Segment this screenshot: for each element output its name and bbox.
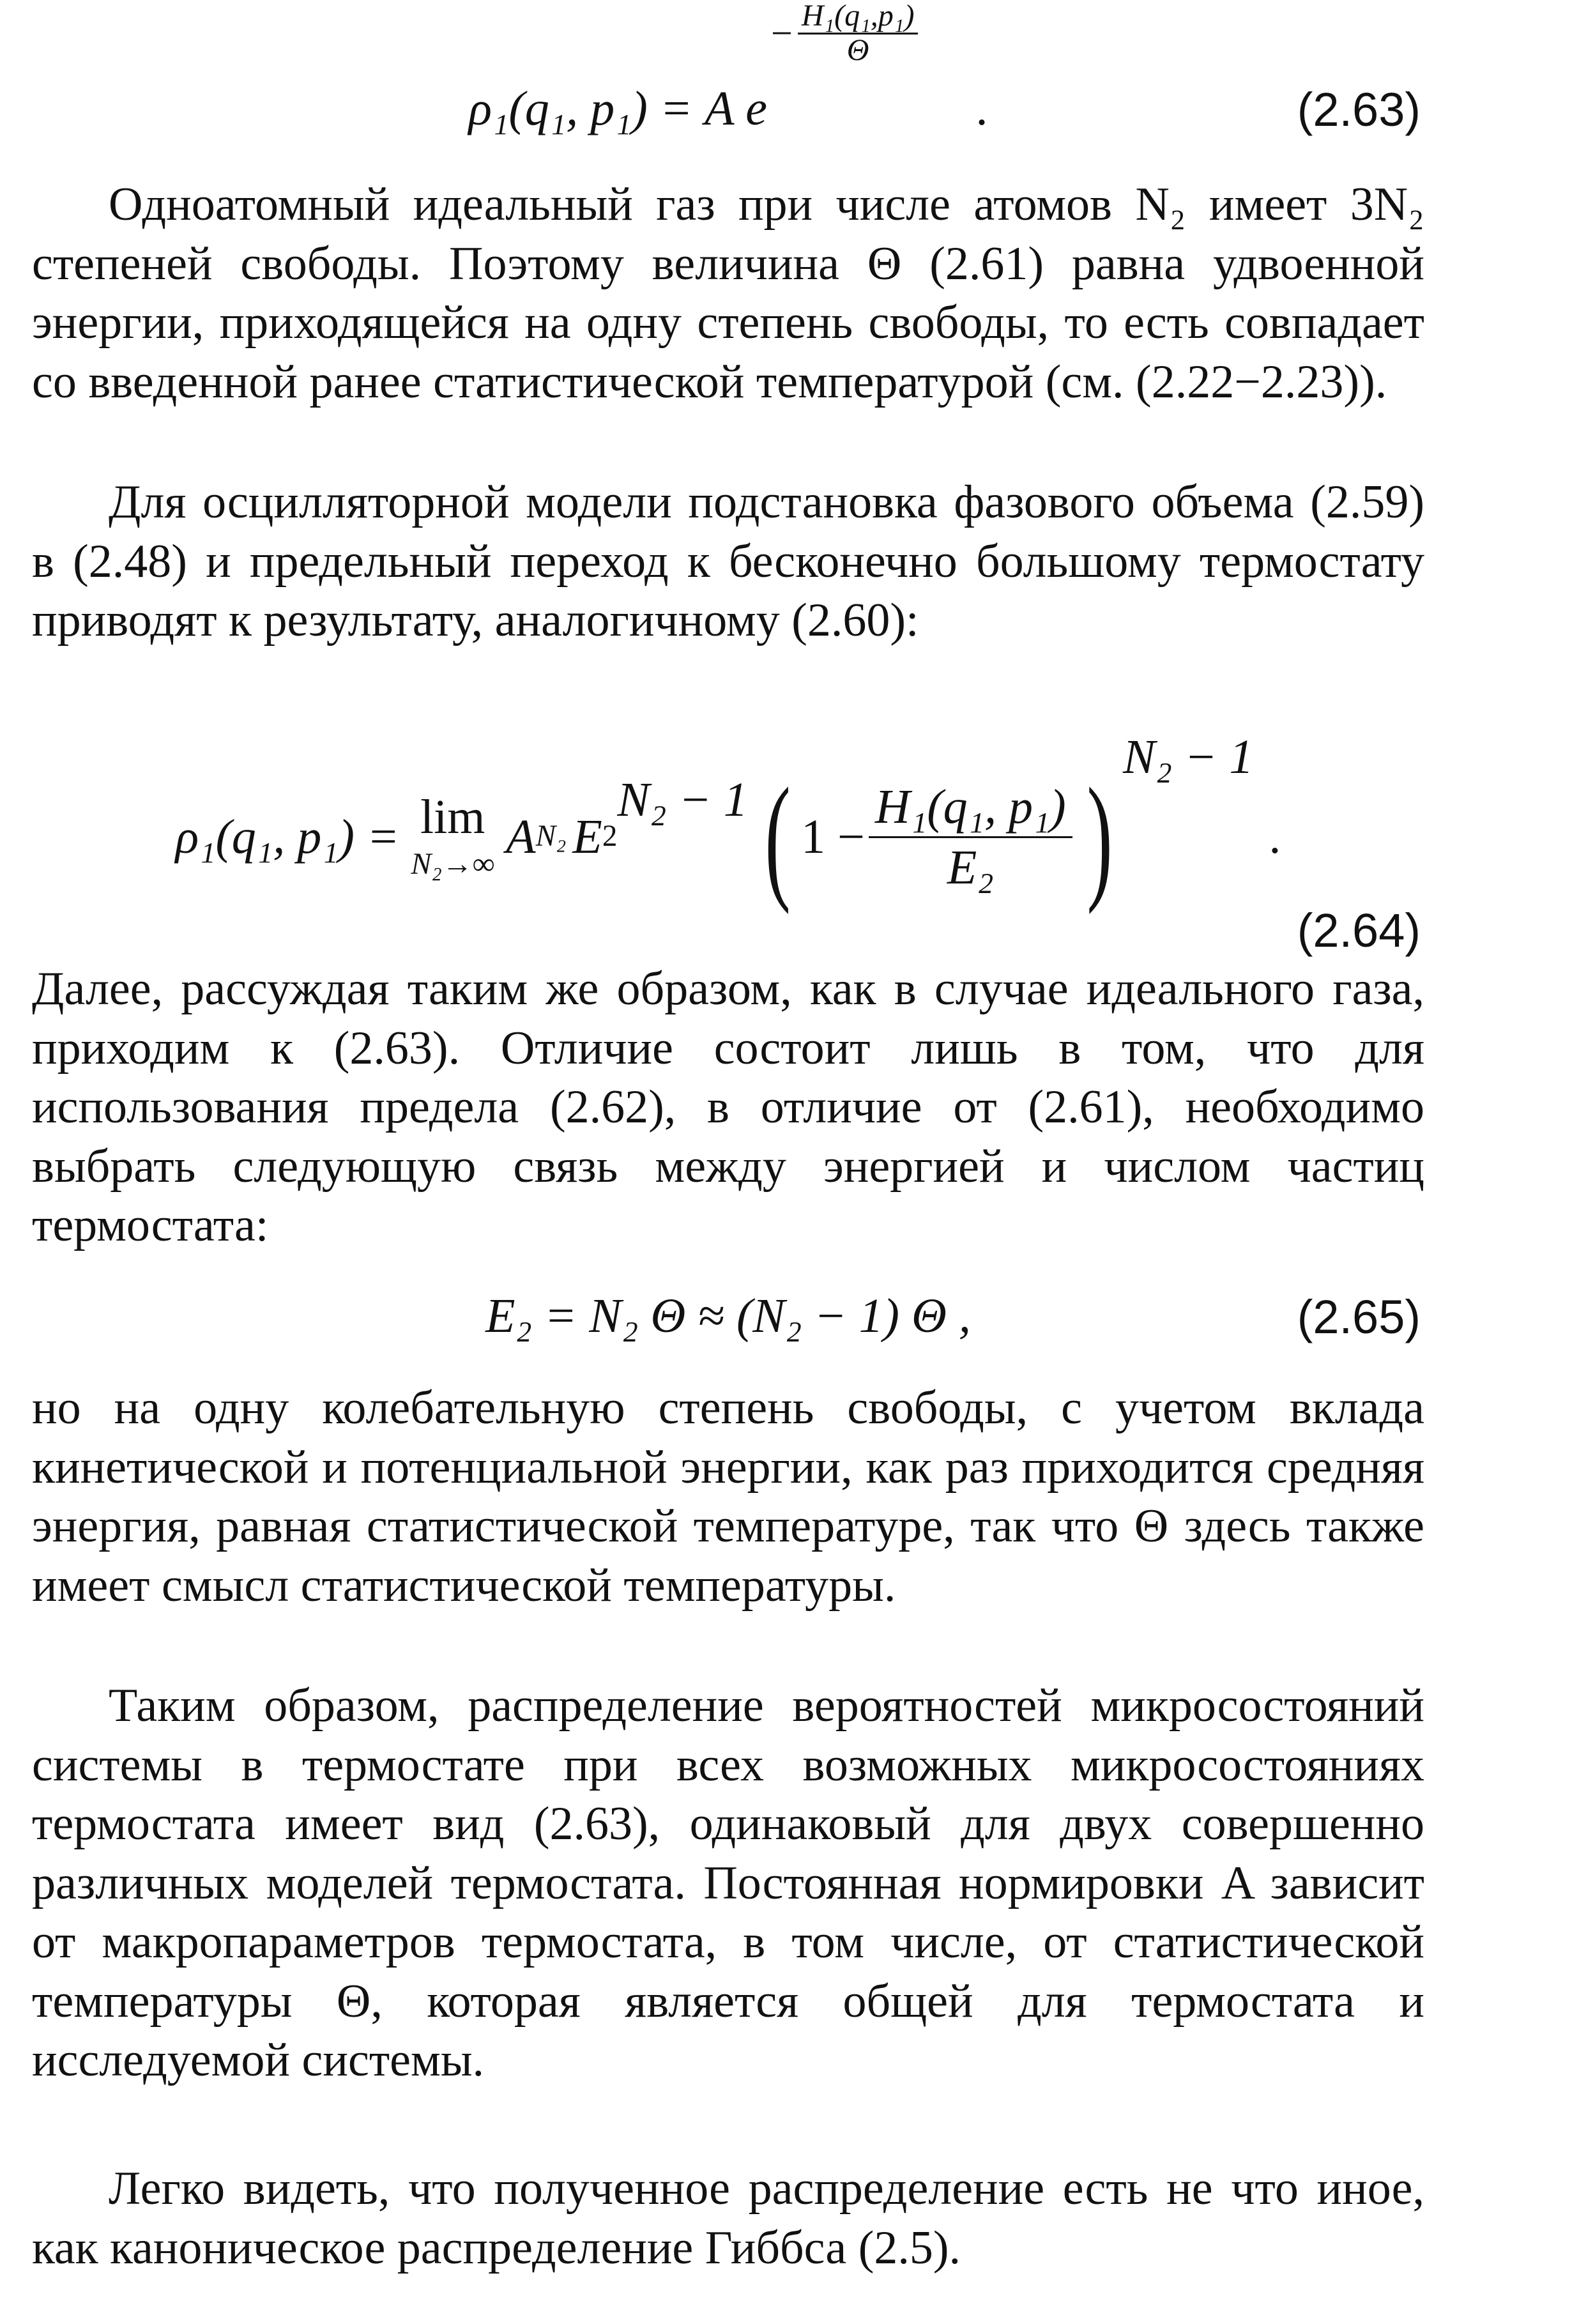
eq-2-63-tail: . <box>975 82 988 135</box>
eq-2-64-energy-sub: 2 <box>602 820 618 853</box>
paragraph-5: Таким образом, распределение вероятностей микросостояний системы в термостате при всех возможных микросостояниях термостата имеет вид (2.63), одинаковый для двух совершенно различных моделей термостата. Постоянная нормировки A зависит от макропараметров термостата, в том числе, от статистической температуры Θ, которая является общей для термостата и исследуемой системы. <box>32 1679 1424 2086</box>
equation-2-65 <box>32 1284 1424 1348</box>
eq-2-64-frac-den: E₂ <box>947 840 994 894</box>
eq-2-63-exponent <box>798 0 919 66</box>
eq-2-64-number: (2.64) <box>1297 904 1421 957</box>
eq-2-64-power: N₂ − 1 <box>617 773 748 827</box>
eq-2-63-lhs: ρ₁(q₁, p₁) = A e <box>468 82 767 135</box>
eq-2-64-lim-sub: N₂→∞ <box>411 846 495 881</box>
eq-2-64-coeff: A <box>506 810 536 864</box>
eq-2-64-frac-num: H₁(q₁, p₁) <box>869 783 1072 838</box>
eq-2-64-coeff-sub: N₂ <box>535 820 567 853</box>
paragraph-1: Одноатомный идеальный газ при числе атомов N₂ имеет 3N₂ степеней свободы. Поэтому величина Θ (2.61) равна удвоенной энергии, приходящейся на одну степень свободы, то есть совпадает со введенной ранее статистической температурой (см. (2.22−2.23)). <box>32 178 1424 408</box>
eq-2-64-limit <box>411 790 495 882</box>
eq-2-64-lhs: ρ₁(q₁, p₁) = <box>175 810 400 864</box>
eq-2-64-energy: E <box>572 810 602 864</box>
eq-2-65-body: E₂ = N₂ Θ ≈ (N₂ − 1) Θ , <box>485 1289 971 1343</box>
eq-2-64-lim-word: lim <box>420 790 485 844</box>
eq-2-64-paren-one: 1 − <box>801 810 865 864</box>
eq-2-63-exp-numerator: H₁(q₁,p₁) <box>798 0 919 34</box>
eq-2-64-left-paren: ( <box>765 759 791 915</box>
eq-2-64-right-paren: ) <box>1087 759 1113 915</box>
paragraph-4: но на одну колебательную степень свободы, с учетом вклада кинетической и потенциальной энергии, как раз приходится средняя энергия, равная статистической температуре, так что Θ здесь также имеет смысл статистической температуры. <box>32 1382 1424 1612</box>
eq-2-63-exp-minus: − <box>770 12 793 54</box>
eq-2-64-outer-power: N₂ − 1 <box>1123 730 1254 784</box>
paragraph-3: Далее, рассуждая таким же образом, как в случае идеального газа, приходим к (2.63). Отличие состоит лишь в том, что для использования предела (2.62), в отличие от (2.61), необходимо выбрать следующую связь между энергией и числом частиц термостата: <box>32 963 1424 1251</box>
equation-2-64 <box>32 730 1424 920</box>
eq-2-63-exp-denominator: Θ <box>846 33 869 67</box>
paragraph-6: Легко видеть, что полученное распределение есть не что иное, как каноническое распределение Гиббса (2.5). <box>32 2162 1424 2274</box>
eq-2-64-fraction <box>869 779 1072 894</box>
paragraph-2: Для осцилляторной модели подстановка фазового объема (2.59) в (2.48) и предельный переход к бесконечно большому термостату приводят к результату, аналогичному (2.60): <box>32 476 1424 646</box>
eq-2-63-number: (2.63) <box>1297 83 1421 136</box>
eq-2-64-tail: . <box>1269 810 1281 864</box>
equation-2-63 <box>32 0 1424 147</box>
eq-2-65-number: (2.65) <box>1297 1290 1421 1343</box>
